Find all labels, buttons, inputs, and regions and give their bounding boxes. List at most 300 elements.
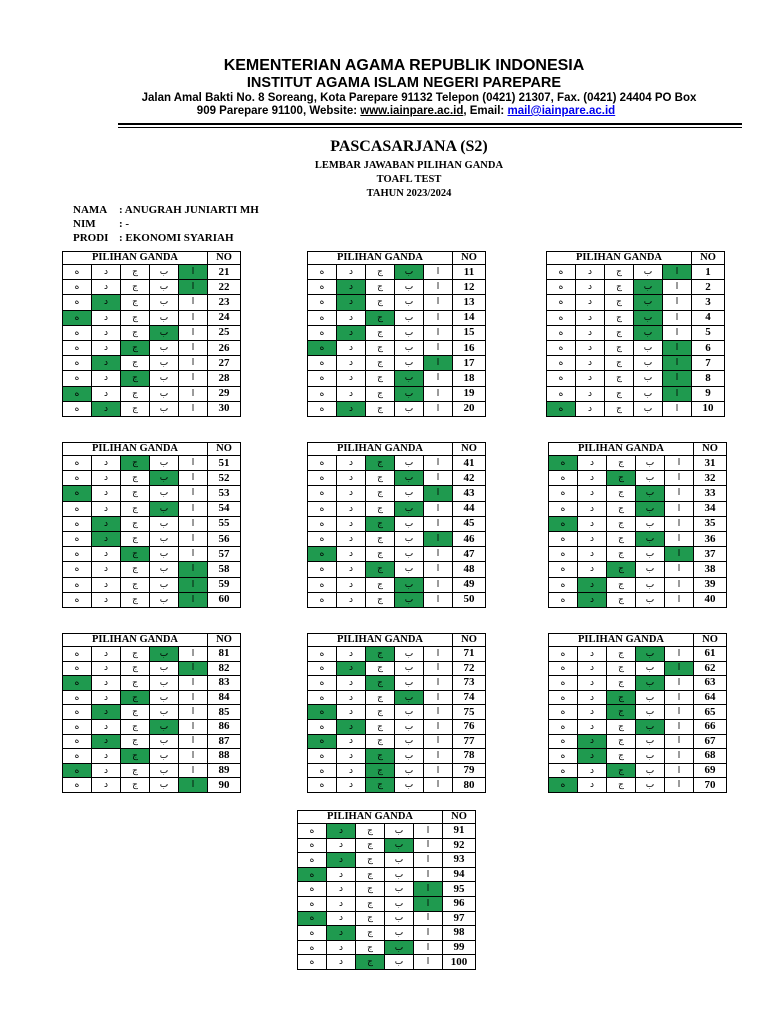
- option-cell-selected[interactable]: [414, 896, 443, 911]
- option-cell-selected[interactable]: [607, 562, 636, 577]
- option-cell-selected[interactable]: [63, 486, 92, 501]
- option-cell[interactable]: [366, 401, 395, 416]
- option-cell[interactable]: [385, 926, 414, 941]
- option-cell[interactable]: [549, 719, 578, 734]
- option-cell[interactable]: [366, 734, 395, 749]
- option-cell[interactable]: [636, 592, 665, 607]
- option-cell[interactable]: [337, 690, 366, 705]
- option-cell[interactable]: [150, 592, 179, 607]
- option-cell[interactable]: [395, 325, 424, 340]
- option-cell[interactable]: [298, 882, 327, 897]
- option-cell[interactable]: [121, 325, 150, 340]
- option-cell[interactable]: [308, 295, 337, 310]
- option-cell[interactable]: [337, 471, 366, 486]
- option-cell-selected[interactable]: [634, 325, 663, 340]
- option-cell[interactable]: [549, 531, 578, 546]
- option-cell[interactable]: [179, 647, 208, 662]
- option-cell-selected[interactable]: [578, 734, 607, 749]
- option-cell[interactable]: [424, 386, 453, 401]
- option-cell[interactable]: [578, 778, 607, 793]
- option-cell[interactable]: [179, 486, 208, 501]
- option-cell[interactable]: [576, 325, 605, 340]
- option-cell-selected[interactable]: [327, 926, 356, 941]
- option-cell[interactable]: [150, 356, 179, 371]
- option-cell-selected[interactable]: [121, 690, 150, 705]
- option-cell[interactable]: [150, 676, 179, 691]
- option-cell[interactable]: [424, 456, 453, 471]
- option-cell[interactable]: [150, 386, 179, 401]
- option-cell-selected[interactable]: [549, 456, 578, 471]
- option-cell[interactable]: [665, 486, 694, 501]
- option-cell[interactable]: [395, 401, 424, 416]
- option-cell-selected[interactable]: [663, 340, 692, 355]
- option-cell[interactable]: [663, 401, 692, 416]
- option-cell[interactable]: [366, 356, 395, 371]
- option-cell[interactable]: [424, 401, 453, 416]
- option-cell[interactable]: [337, 265, 366, 280]
- option-cell[interactable]: [63, 734, 92, 749]
- option-cell[interactable]: [121, 310, 150, 325]
- option-cell[interactable]: [605, 356, 634, 371]
- option-cell[interactable]: [549, 471, 578, 486]
- option-cell[interactable]: [63, 577, 92, 592]
- option-cell[interactable]: [607, 592, 636, 607]
- option-cell[interactable]: [607, 734, 636, 749]
- option-cell[interactable]: [150, 401, 179, 416]
- option-cell[interactable]: [308, 749, 337, 764]
- option-cell[interactable]: [356, 940, 385, 955]
- option-cell[interactable]: [605, 340, 634, 355]
- option-cell[interactable]: [414, 867, 443, 882]
- option-cell[interactable]: [150, 734, 179, 749]
- option-cell[interactable]: [547, 295, 576, 310]
- option-cell-selected[interactable]: [179, 661, 208, 676]
- option-cell[interactable]: [366, 705, 395, 720]
- option-cell[interactable]: [308, 676, 337, 691]
- option-cell[interactable]: [63, 547, 92, 562]
- option-cell[interactable]: [414, 940, 443, 955]
- option-cell[interactable]: [308, 486, 337, 501]
- option-cell[interactable]: [150, 340, 179, 355]
- option-cell-selected[interactable]: [150, 719, 179, 734]
- option-cell[interactable]: [92, 280, 121, 295]
- option-cell[interactable]: [92, 456, 121, 471]
- option-cell[interactable]: [63, 325, 92, 340]
- option-cell-selected[interactable]: [578, 577, 607, 592]
- option-cell-selected[interactable]: [150, 471, 179, 486]
- option-cell[interactable]: [607, 501, 636, 516]
- option-cell[interactable]: [179, 690, 208, 705]
- option-cell[interactable]: [665, 719, 694, 734]
- option-cell[interactable]: [179, 763, 208, 778]
- option-cell[interactable]: [179, 371, 208, 386]
- option-cell[interactable]: [385, 824, 414, 839]
- option-cell[interactable]: [63, 690, 92, 705]
- option-cell[interactable]: [414, 838, 443, 853]
- option-cell[interactable]: [385, 853, 414, 868]
- option-cell[interactable]: [92, 562, 121, 577]
- option-cell[interactable]: [121, 592, 150, 607]
- option-cell[interactable]: [179, 471, 208, 486]
- option-cell[interactable]: [63, 280, 92, 295]
- option-cell[interactable]: [121, 265, 150, 280]
- option-cell-selected[interactable]: [634, 280, 663, 295]
- option-cell[interactable]: [150, 690, 179, 705]
- option-cell-selected[interactable]: [308, 547, 337, 562]
- option-cell[interactable]: [424, 340, 453, 355]
- option-cell[interactable]: [179, 531, 208, 546]
- option-cell-selected[interactable]: [395, 577, 424, 592]
- option-cell[interactable]: [549, 734, 578, 749]
- option-cell[interactable]: [92, 371, 121, 386]
- option-cell-selected[interactable]: [414, 882, 443, 897]
- option-cell[interactable]: [636, 661, 665, 676]
- option-cell[interactable]: [121, 778, 150, 793]
- option-cell-selected[interactable]: [92, 531, 121, 546]
- option-cell[interactable]: [63, 531, 92, 546]
- option-cell[interactable]: [605, 280, 634, 295]
- option-cell[interactable]: [92, 690, 121, 705]
- option-cell[interactable]: [414, 853, 443, 868]
- option-cell[interactable]: [308, 501, 337, 516]
- option-cell[interactable]: [356, 824, 385, 839]
- option-cell-selected[interactable]: [179, 577, 208, 592]
- option-cell[interactable]: [424, 734, 453, 749]
- option-cell[interactable]: [578, 531, 607, 546]
- option-cell[interactable]: [578, 690, 607, 705]
- option-cell[interactable]: [607, 577, 636, 592]
- option-cell[interactable]: [150, 516, 179, 531]
- option-cell[interactable]: [395, 647, 424, 662]
- option-cell-selected[interactable]: [121, 340, 150, 355]
- option-cell[interactable]: [665, 749, 694, 764]
- option-cell[interactable]: [121, 501, 150, 516]
- option-cell[interactable]: [366, 661, 395, 676]
- option-cell[interactable]: [121, 516, 150, 531]
- option-cell[interactable]: [308, 531, 337, 546]
- option-cell[interactable]: [395, 280, 424, 295]
- option-cell-selected[interactable]: [665, 661, 694, 676]
- option-cell[interactable]: [121, 676, 150, 691]
- option-cell[interactable]: [578, 547, 607, 562]
- option-cell[interactable]: [308, 280, 337, 295]
- option-cell[interactable]: [150, 486, 179, 501]
- option-cell[interactable]: [424, 516, 453, 531]
- option-cell[interactable]: [663, 310, 692, 325]
- option-cell[interactable]: [121, 356, 150, 371]
- option-cell[interactable]: [63, 778, 92, 793]
- option-cell-selected[interactable]: [92, 401, 121, 416]
- option-cell[interactable]: [395, 547, 424, 562]
- option-cell-selected[interactable]: [121, 547, 150, 562]
- option-cell[interactable]: [179, 516, 208, 531]
- option-cell[interactable]: [179, 676, 208, 691]
- option-cell[interactable]: [578, 676, 607, 691]
- option-cell[interactable]: [385, 882, 414, 897]
- option-cell[interactable]: [576, 280, 605, 295]
- option-cell[interactable]: [179, 734, 208, 749]
- option-cell[interactable]: [424, 562, 453, 577]
- option-cell-selected[interactable]: [634, 295, 663, 310]
- option-cell[interactable]: [576, 340, 605, 355]
- option-cell[interactable]: [366, 265, 395, 280]
- option-cell[interactable]: [634, 371, 663, 386]
- option-cell[interactable]: [395, 310, 424, 325]
- option-cell[interactable]: [337, 592, 366, 607]
- option-cell[interactable]: [366, 340, 395, 355]
- option-cell[interactable]: [92, 547, 121, 562]
- option-cell[interactable]: [634, 356, 663, 371]
- option-cell[interactable]: [308, 401, 337, 416]
- option-cell[interactable]: [308, 577, 337, 592]
- option-cell[interactable]: [298, 838, 327, 853]
- option-cell[interactable]: [549, 690, 578, 705]
- option-cell[interactable]: [337, 763, 366, 778]
- option-cell-selected[interactable]: [337, 661, 366, 676]
- option-cell-selected[interactable]: [366, 310, 395, 325]
- option-cell[interactable]: [605, 401, 634, 416]
- option-cell[interactable]: [308, 647, 337, 662]
- option-cell[interactable]: [366, 531, 395, 546]
- option-cell[interactable]: [576, 371, 605, 386]
- option-cell-selected[interactable]: [366, 778, 395, 793]
- option-cell-selected[interactable]: [366, 749, 395, 764]
- option-cell[interactable]: [63, 401, 92, 416]
- option-cell[interactable]: [337, 705, 366, 720]
- option-cell-selected[interactable]: [337, 325, 366, 340]
- option-cell[interactable]: [549, 647, 578, 662]
- option-cell[interactable]: [366, 592, 395, 607]
- option-cell[interactable]: [366, 280, 395, 295]
- option-cell[interactable]: [424, 501, 453, 516]
- option-cell[interactable]: [395, 705, 424, 720]
- option-cell[interactable]: [607, 719, 636, 734]
- option-cell[interactable]: [92, 647, 121, 662]
- option-cell[interactable]: [337, 516, 366, 531]
- option-cell[interactable]: [578, 501, 607, 516]
- option-cell[interactable]: [150, 577, 179, 592]
- option-cell[interactable]: [424, 295, 453, 310]
- option-cell-selected[interactable]: [395, 592, 424, 607]
- option-cell[interactable]: [424, 310, 453, 325]
- option-cell[interactable]: [92, 778, 121, 793]
- option-cell[interactable]: [424, 577, 453, 592]
- option-cell-selected[interactable]: [549, 778, 578, 793]
- email-link[interactable]: mail@iainpare.ac.id: [507, 105, 616, 117]
- option-cell[interactable]: [121, 401, 150, 416]
- option-cell[interactable]: [337, 531, 366, 546]
- option-cell[interactable]: [663, 325, 692, 340]
- option-cell[interactable]: [605, 371, 634, 386]
- option-cell-selected[interactable]: [308, 734, 337, 749]
- option-cell-selected[interactable]: [121, 371, 150, 386]
- option-cell[interactable]: [337, 577, 366, 592]
- option-cell-selected[interactable]: [634, 310, 663, 325]
- option-cell-selected[interactable]: [547, 401, 576, 416]
- option-cell-selected[interactable]: [665, 547, 694, 562]
- option-cell[interactable]: [356, 867, 385, 882]
- option-cell[interactable]: [150, 456, 179, 471]
- option-cell[interactable]: [414, 955, 443, 970]
- option-cell[interactable]: [179, 705, 208, 720]
- option-cell-selected[interactable]: [150, 325, 179, 340]
- option-cell[interactable]: [665, 456, 694, 471]
- option-cell-selected[interactable]: [366, 676, 395, 691]
- option-cell[interactable]: [549, 705, 578, 720]
- option-cell[interactable]: [327, 838, 356, 853]
- option-cell[interactable]: [356, 838, 385, 853]
- option-cell[interactable]: [337, 547, 366, 562]
- option-cell[interactable]: [607, 531, 636, 546]
- option-cell[interactable]: [121, 280, 150, 295]
- option-cell[interactable]: [424, 705, 453, 720]
- option-cell[interactable]: [578, 516, 607, 531]
- option-cell[interactable]: [665, 577, 694, 592]
- option-cell[interactable]: [337, 310, 366, 325]
- option-cell-selected[interactable]: [424, 531, 453, 546]
- option-cell-selected[interactable]: [395, 690, 424, 705]
- option-cell-selected[interactable]: [327, 824, 356, 839]
- option-cell-selected[interactable]: [179, 280, 208, 295]
- option-cell[interactable]: [92, 763, 121, 778]
- option-cell[interactable]: [92, 310, 121, 325]
- option-cell[interactable]: [92, 749, 121, 764]
- option-cell-selected[interactable]: [395, 501, 424, 516]
- option-cell[interactable]: [366, 371, 395, 386]
- option-cell[interactable]: [578, 486, 607, 501]
- option-cell[interactable]: [327, 940, 356, 955]
- option-cell[interactable]: [179, 386, 208, 401]
- option-cell[interactable]: [605, 325, 634, 340]
- option-cell[interactable]: [414, 926, 443, 941]
- option-cell[interactable]: [121, 386, 150, 401]
- option-cell[interactable]: [549, 547, 578, 562]
- option-cell[interactable]: [636, 456, 665, 471]
- option-cell-selected[interactable]: [636, 501, 665, 516]
- option-cell[interactable]: [424, 647, 453, 662]
- option-cell-selected[interactable]: [607, 763, 636, 778]
- website-link[interactable]: www.iainpare.ac.id: [360, 105, 464, 117]
- option-cell[interactable]: [578, 562, 607, 577]
- option-cell[interactable]: [385, 896, 414, 911]
- option-cell[interactable]: [424, 778, 453, 793]
- option-cell-selected[interactable]: [337, 280, 366, 295]
- option-cell[interactable]: [298, 955, 327, 970]
- option-cell[interactable]: [549, 577, 578, 592]
- option-cell[interactable]: [636, 749, 665, 764]
- option-cell[interactable]: [308, 562, 337, 577]
- option-cell[interactable]: [547, 310, 576, 325]
- option-cell[interactable]: [665, 778, 694, 793]
- option-cell[interactable]: [366, 690, 395, 705]
- option-cell[interactable]: [179, 749, 208, 764]
- option-cell[interactable]: [414, 911, 443, 926]
- option-cell[interactable]: [665, 592, 694, 607]
- option-cell[interactable]: [547, 340, 576, 355]
- option-cell-selected[interactable]: [63, 386, 92, 401]
- option-cell[interactable]: [663, 295, 692, 310]
- option-cell-selected[interactable]: [395, 371, 424, 386]
- option-cell[interactable]: [636, 562, 665, 577]
- option-cell[interactable]: [385, 955, 414, 970]
- option-cell[interactable]: [395, 778, 424, 793]
- option-cell[interactable]: [150, 310, 179, 325]
- option-cell[interactable]: [308, 592, 337, 607]
- option-cell[interactable]: [63, 562, 92, 577]
- option-cell[interactable]: [121, 562, 150, 577]
- option-cell[interactable]: [395, 356, 424, 371]
- option-cell-selected[interactable]: [636, 531, 665, 546]
- option-cell[interactable]: [549, 562, 578, 577]
- option-cell[interactable]: [578, 705, 607, 720]
- option-cell[interactable]: [150, 371, 179, 386]
- option-cell[interactable]: [92, 325, 121, 340]
- option-cell[interactable]: [366, 547, 395, 562]
- option-cell[interactable]: [547, 325, 576, 340]
- option-cell[interactable]: [356, 896, 385, 911]
- option-cell[interactable]: [424, 371, 453, 386]
- option-cell[interactable]: [92, 340, 121, 355]
- option-cell[interactable]: [395, 340, 424, 355]
- option-cell[interactable]: [92, 661, 121, 676]
- option-cell[interactable]: [424, 265, 453, 280]
- option-cell-selected[interactable]: [337, 295, 366, 310]
- option-cell[interactable]: [607, 516, 636, 531]
- option-cell[interactable]: [308, 471, 337, 486]
- option-cell-selected[interactable]: [636, 486, 665, 501]
- option-cell[interactable]: [665, 471, 694, 486]
- option-cell-selected[interactable]: [92, 734, 121, 749]
- option-cell[interactable]: [395, 456, 424, 471]
- option-cell[interactable]: [578, 471, 607, 486]
- option-cell-selected[interactable]: [663, 371, 692, 386]
- option-cell-selected[interactable]: [549, 516, 578, 531]
- option-cell[interactable]: [327, 882, 356, 897]
- option-cell-selected[interactable]: [150, 501, 179, 516]
- option-cell[interactable]: [150, 265, 179, 280]
- option-cell[interactable]: [92, 501, 121, 516]
- option-cell[interactable]: [150, 295, 179, 310]
- option-cell[interactable]: [337, 778, 366, 793]
- option-cell-selected[interactable]: [636, 719, 665, 734]
- option-cell[interactable]: [634, 401, 663, 416]
- option-cell-selected[interactable]: [179, 562, 208, 577]
- option-cell-selected[interactable]: [385, 940, 414, 955]
- option-cell[interactable]: [665, 562, 694, 577]
- option-cell[interactable]: [356, 853, 385, 868]
- option-cell-selected[interactable]: [63, 310, 92, 325]
- option-cell[interactable]: [356, 911, 385, 926]
- option-cell[interactable]: [547, 371, 576, 386]
- option-cell[interactable]: [578, 647, 607, 662]
- option-cell-selected[interactable]: [607, 690, 636, 705]
- option-cell-selected[interactable]: [179, 592, 208, 607]
- option-cell[interactable]: [665, 531, 694, 546]
- option-cell-selected[interactable]: [395, 386, 424, 401]
- option-cell[interactable]: [121, 577, 150, 592]
- option-cell[interactable]: [549, 749, 578, 764]
- option-cell[interactable]: [636, 690, 665, 705]
- option-cell[interactable]: [298, 896, 327, 911]
- option-cell[interactable]: [424, 719, 453, 734]
- option-cell-selected[interactable]: [92, 356, 121, 371]
- option-cell[interactable]: [308, 661, 337, 676]
- option-cell[interactable]: [607, 661, 636, 676]
- option-cell[interactable]: [63, 719, 92, 734]
- option-cell[interactable]: [356, 882, 385, 897]
- option-cell[interactable]: [121, 705, 150, 720]
- option-cell[interactable]: [63, 295, 92, 310]
